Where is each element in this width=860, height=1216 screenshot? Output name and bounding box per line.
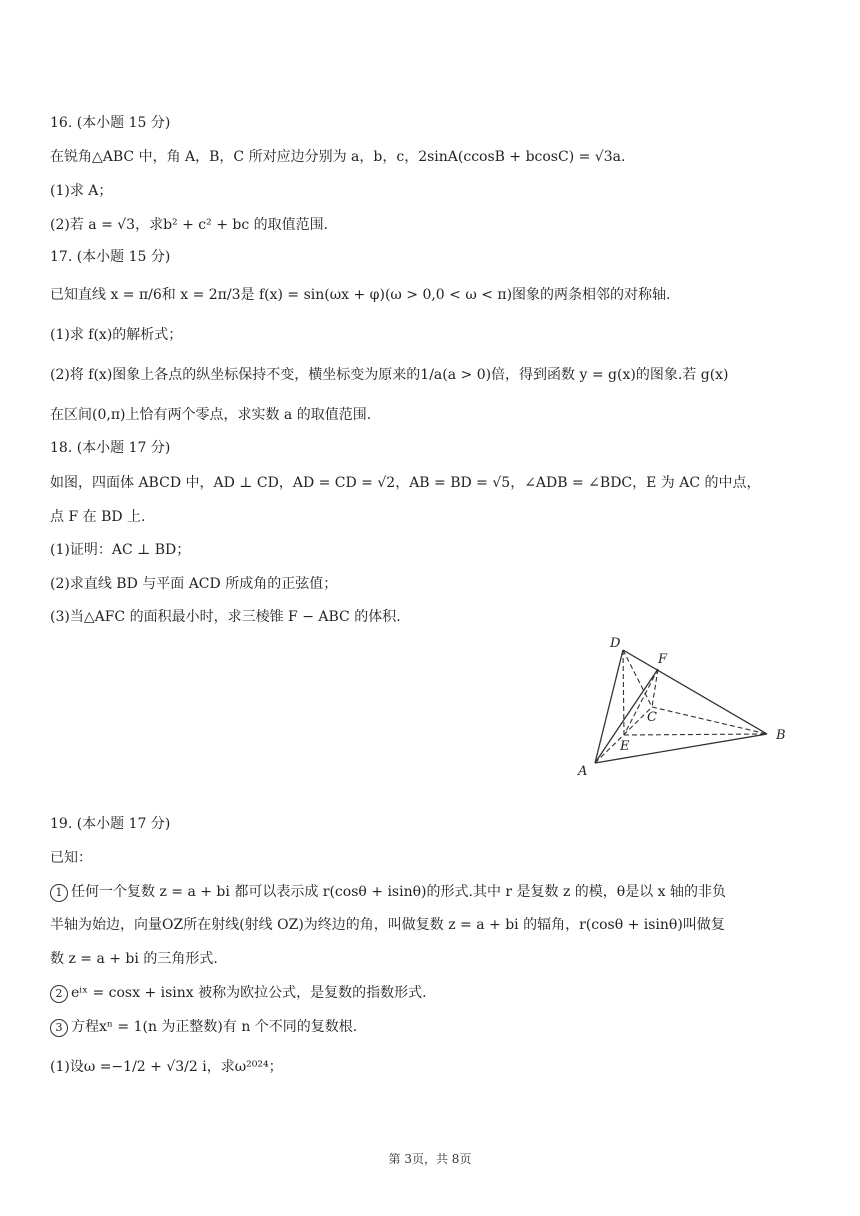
problem-19-fact1-line2: 半轴为始边，向量OZ所在射线(射线 OZ)为终边的角，叫做复数 z = a + bi 的辐角，r(cosθ + isinθ)叫做复	[50, 917, 725, 933]
problem-18-q2: (2)求直线 BD 与平面 ACD 所成角的正弦值；	[50, 576, 338, 592]
label-A: A	[578, 764, 588, 779]
problem-18-q3: (3)当△AFC 的面积最小时，求三棱锥 F − ABC 的体积.	[50, 609, 401, 625]
edge-EB	[624, 734, 767, 735]
edge-DE	[623, 650, 624, 735]
label-D: D	[610, 636, 621, 651]
page-footer: 第 3页，共 8页	[388, 1152, 472, 1166]
label-B: B	[776, 728, 786, 743]
tetrahedron-figure	[570, 632, 800, 782]
edge-DB	[623, 650, 767, 734]
problem-18-heading: 18. (本小题 17 分)	[50, 440, 171, 456]
edge-FC	[652, 669, 658, 707]
circled-number-1: 1	[50, 884, 68, 902]
label-E: E	[620, 739, 630, 754]
problem-19-heading: 19. (本小题 17 分)	[50, 816, 171, 832]
problem-16-q2: (2)若 a = √3，求b² + c² + bc 的取值范围.	[50, 217, 329, 233]
problem-16-heading: 16. (本小题 15 分)	[50, 115, 171, 131]
label-F: F	[658, 652, 668, 667]
tetrahedron-diagram	[570, 632, 800, 782]
problem-19-fact1-line1	[50, 881, 726, 903]
edge-DA	[595, 650, 623, 763]
fact1-text: 任何一个复数 z = a + bi 都可以表示成 r(cosθ + isinθ)的形式.其中 r 是复数 z 的模，θ是以 x 轴的非负	[71, 884, 727, 900]
circled-number-2: 2	[50, 985, 68, 1003]
problem-17-q2-line1: (2)将 f(x)图象上各点的纵坐标保持不变，横坐标变为原来的1/a(a > 0)倍，得到函数 y = g(x)的图象.若 g(x)	[50, 367, 729, 383]
problem-18-stem-line2: 点 F 在 BD 上.	[50, 509, 146, 525]
problem-16-stem: 在锐角△ABC 中，角 A，B，C 所对应边分别为 a，b，c，2sinA(ccosB + bcosC) = √3a.	[50, 149, 626, 165]
problem-19-fact3	[50, 1016, 357, 1038]
problem-17-q2-line2: 在区间(0,π)上恰有两个零点，求实数 a 的取值范围.	[50, 407, 372, 423]
fact3-text: 方程xⁿ = 1(n 为正整数)有 n 个不同的复数根.	[71, 1019, 358, 1035]
fact2-text: eⁱˣ = cosx + isinx 被称为欧拉公式，是复数的指数形式.	[71, 985, 427, 1001]
problem-18-q1: (1)证明：AC ⊥ BD；	[50, 542, 191, 558]
problem-19-fact2	[50, 982, 427, 1004]
label-C: C	[647, 710, 657, 725]
problem-19-q1: (1)设ω =−1/2 + √3/2 i，求ω²⁰²⁴；	[50, 1059, 283, 1075]
problem-16-q1: (1)求 A；	[50, 183, 113, 199]
problem-17-heading: 17. (本小题 15 分)	[50, 249, 171, 265]
problem-17-q1: (1)求 f(x)的解析式；	[50, 327, 183, 343]
problem-17-stem: 已知直线 x = π/6和 x = 2π/3是 f(x) = sin(ωx + φ)(ω > 0,0 < ω < π)图象的两条相邻的对称轴.	[50, 287, 671, 303]
problem-18-stem-line1: 如图，四面体 ABCD 中，AD ⊥ CD，AD = CD = √2，AB = BD = √5，∠ADB = ∠BDC，E 为 AC 的中点，	[50, 475, 761, 491]
problem-19-fact1-line3: 数 z = a + bi 的三角形式.	[50, 951, 218, 967]
edge-CB	[652, 707, 767, 734]
problem-19-intro: 已知：	[50, 850, 92, 866]
circled-number-3: 3	[50, 1019, 68, 1037]
